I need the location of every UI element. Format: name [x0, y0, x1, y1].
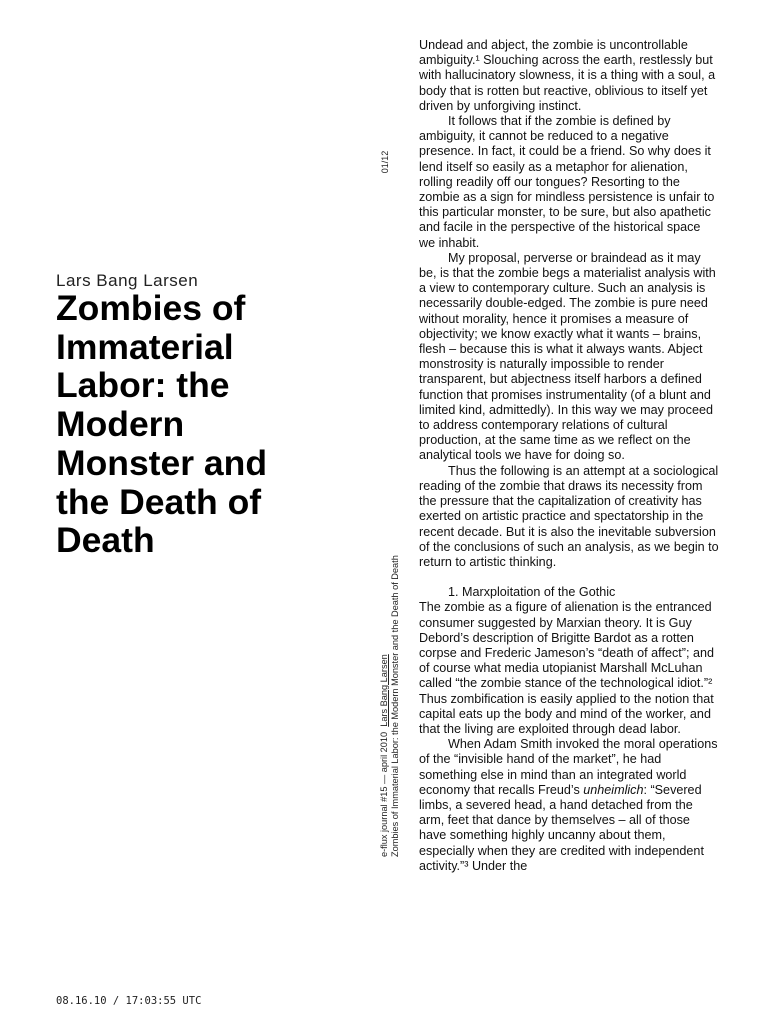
article-body — [419, 38, 719, 874]
title-line: Zombies of — [56, 288, 246, 328]
running-header-line-1 — [379, 497, 390, 857]
page-number-text: 01/12 — [380, 150, 390, 174]
title-line: Labor: the — [56, 365, 230, 406]
paragraph: My proposal, perverse or braindead as it may be, is that the zombie begs a materialist analysis with a view to contemporary culture. Such an analysis is necessarily double-edged. The zombie is pure need without morality, hence it promises a measure of objectivity; we know exactly what it wants – brains, flesh – because this is what it always wants. Abject monstrosity is naturally impossible to render transparent, but abjectness itself harbors a defined function that promises instrumentality (of a blunt and limited kind, admittedly). In this way we may proceed to address contemporary relations of cultural production, at the same time as we reflect on the analytical tools we have for doing so. — [419, 250, 716, 463]
page-number — [380, 150, 390, 174]
paragraph: Thus the following is an attempt at a sociological reading of the zombie that draws its necessity from the pressure that the capitalization of creativity has exerted on artistic practice and spectatorship in the recent decade. But it is also the inevitable subversion of the conclusions of such an analysis, as we begin to return to artistic thinking. — [419, 463, 719, 569]
vertical-running-header — [379, 555, 400, 857]
timestamp: 08.16.10 / 17:03:55 UTC — [56, 995, 202, 1007]
paragraph: It follows that if the zombie is defined by ambiguity, it cannot be reduced to a negative presence. In fact, it could be a friend. So why does it lend itself so easily as a metaphor for alienation, rolling readily off our tongues? Resorting to the zombie as a sign for mindless persistence is unfair to this particular monster, to be sure, but also apathetic and facile in the perspective of the historical space we inhabit. — [419, 114, 715, 250]
title-line: Modern — [56, 404, 185, 445]
running-header-author: Lars Bang Larsen — [379, 654, 389, 727]
article-author: Lars Bang Larsen — [56, 271, 199, 290]
title-line: Death — [56, 520, 155, 561]
title-line: Immaterial — [56, 326, 234, 367]
article-title — [56, 289, 356, 560]
paragraph: Undead and abject, the zombie is uncontrollable ambiguity.¹ Slouching across the earth, restlessly but with hallucinatory slowness, it is a thing with a soul, a body that is rotten but reactive, oblivious to itself yet driven by unforgiving instinct. — [419, 38, 716, 113]
paragraph — [419, 737, 719, 874]
title-line: the Death of — [56, 481, 262, 522]
title-line: Monster and — [56, 442, 268, 483]
italic-term: unheimlich — [583, 782, 644, 797]
journal-issue: e-flux journal #15 — april 2010 — [379, 731, 389, 857]
paragraph-text: : “Severed limbs, a severed head, a hand detached from the arm, feet that dance by themselves – all of those have something highly uncanny about them, especially when they are credited with independent activity.”³ Under the — [419, 782, 704, 873]
running-header-title: Zombies of Immaterial Labor: the Modern Monster and the Death of Death — [390, 555, 400, 857]
paragraph: The zombie as a figure of alienation is the entranced consumer suggested by Marxian theory. It is Guy Debord’s description of Brigitte Bardot as a rotten corpse and Frederic Jameson’s “death of affect”; and of course what media utopianist Marshall McLuhan called “the zombie stance of the technological idiot.”² Thus zombification is easily applied to the notion that capital eats up the body and mind of the worker, and that the living are exploited through dead labor. — [419, 600, 714, 736]
section-heading: 1. Marxploitation of the Gothic — [448, 585, 616, 600]
paragraph-text: When Adam Smith invoked the moral operations of the “invisible hand of the market”, he had something else in mind than an integrated world economy that recalls Freud’s — [419, 737, 718, 797]
